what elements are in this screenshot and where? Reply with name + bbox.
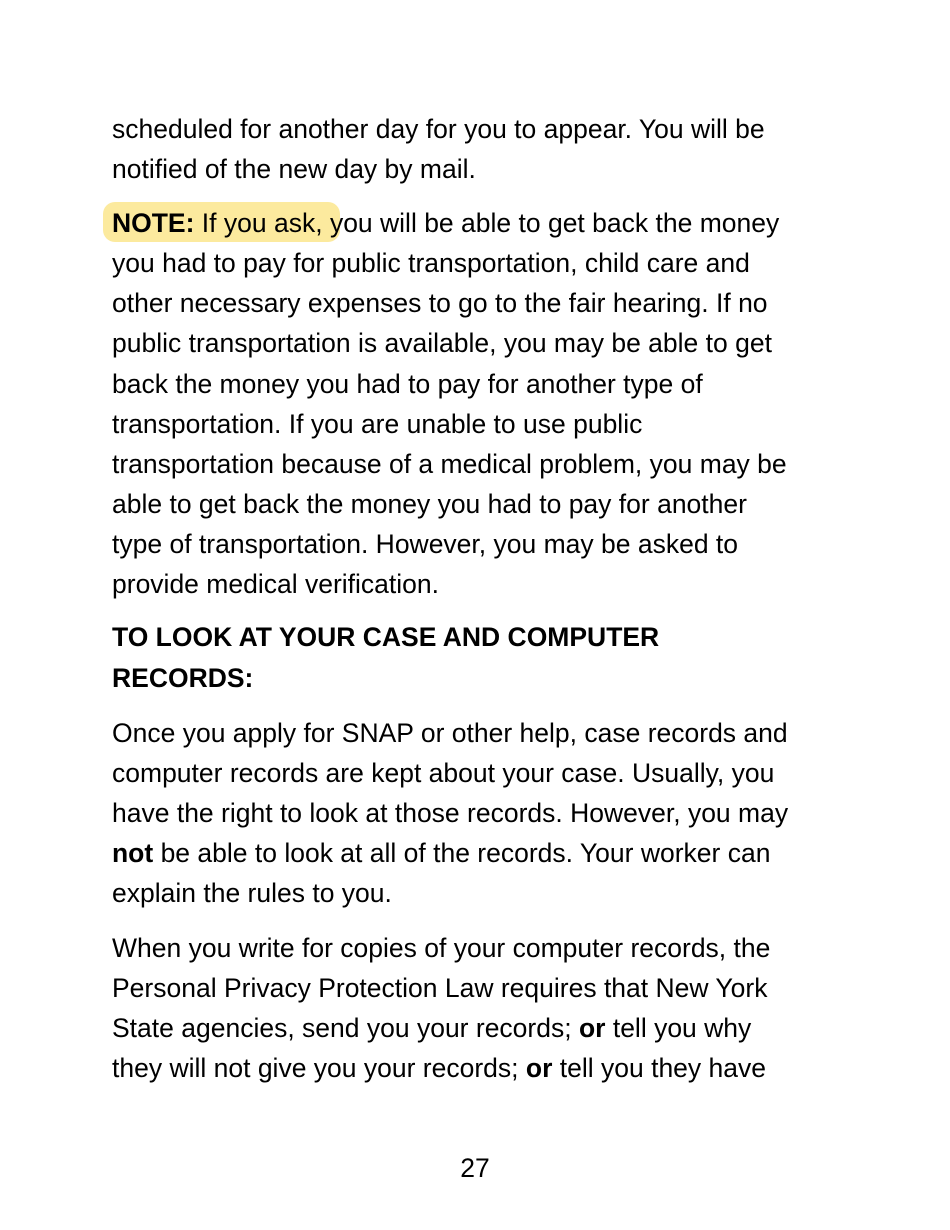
paragraph-3-line-4-rest: tell you they have xyxy=(552,1053,766,1083)
section-heading-line-1: TO LOOK AT YOUR CASE AND COMPUTER xyxy=(112,622,660,652)
note-line-6: transportation. If you are unable to use public xyxy=(112,409,643,439)
section-heading-line-2: RECORDS: xyxy=(112,663,254,693)
paragraph-1-line-1: scheduled for another day for you to appear. You will be xyxy=(112,114,765,144)
paragraph-3-line-4-start: they will not give you your records; xyxy=(112,1053,526,1083)
note-line-9: type of transportation. However, you may be asked to xyxy=(112,529,739,559)
paragraph-3-line-4 xyxy=(112,1052,766,1084)
paragraph-3-line-3-start: State agencies, send you your records; xyxy=(112,1013,579,1043)
paragraph-2-line-5: explain the rules to you. xyxy=(112,878,392,908)
paragraph-3-line-3-rest: tell you why xyxy=(605,1013,752,1043)
note-line-8: able to get back the money you had to pay for another xyxy=(112,489,747,519)
paragraph-2-line-4-rest: be able to look at all of the records. Your worker can xyxy=(153,838,771,868)
paragraph-2-line-4 xyxy=(112,837,770,869)
note-line-5: back the money you had to pay for another type of xyxy=(112,369,703,399)
note-line-7: transportation because of a medical problem, you may be xyxy=(112,449,787,479)
paragraph-3-line-1: When you write for copies of your computer records, the xyxy=(112,933,771,963)
paragraph-2-line-2: computer records are kept about your case. Usually, you xyxy=(112,758,775,788)
emphasis-or-1: or xyxy=(578,1013,606,1043)
page-number: 27 xyxy=(460,1153,490,1183)
note-line-1-rest: you will be able to get back the money xyxy=(322,208,780,238)
note-line-10: provide medical verification. xyxy=(112,569,439,599)
note-line-1 xyxy=(112,207,779,239)
paragraph-3-line-2: Personal Privacy Protection Law requires that New York xyxy=(112,973,768,1003)
note-label: NOTE: xyxy=(112,208,195,238)
paragraph-3-line-3 xyxy=(112,1012,751,1044)
emphasis-not: not xyxy=(112,838,154,868)
note-highlighted-text: If you ask, xyxy=(194,208,323,238)
paragraph-2-line-1: Once you apply for SNAP or other help, case records and xyxy=(112,718,788,748)
paragraph-2-line-3: have the right to look at those records. However, you may xyxy=(112,798,789,828)
note-line-3: other necessary expenses to go to the fair hearing. If no xyxy=(112,288,768,318)
note-line-4: public transportation is available, you may be able to get xyxy=(112,328,772,358)
paragraph-1-line-2: notified of the new day by mail. xyxy=(112,154,476,184)
note-line-2: you had to pay for public transportation, child care and xyxy=(112,248,750,278)
emphasis-or-2: or xyxy=(525,1053,553,1083)
